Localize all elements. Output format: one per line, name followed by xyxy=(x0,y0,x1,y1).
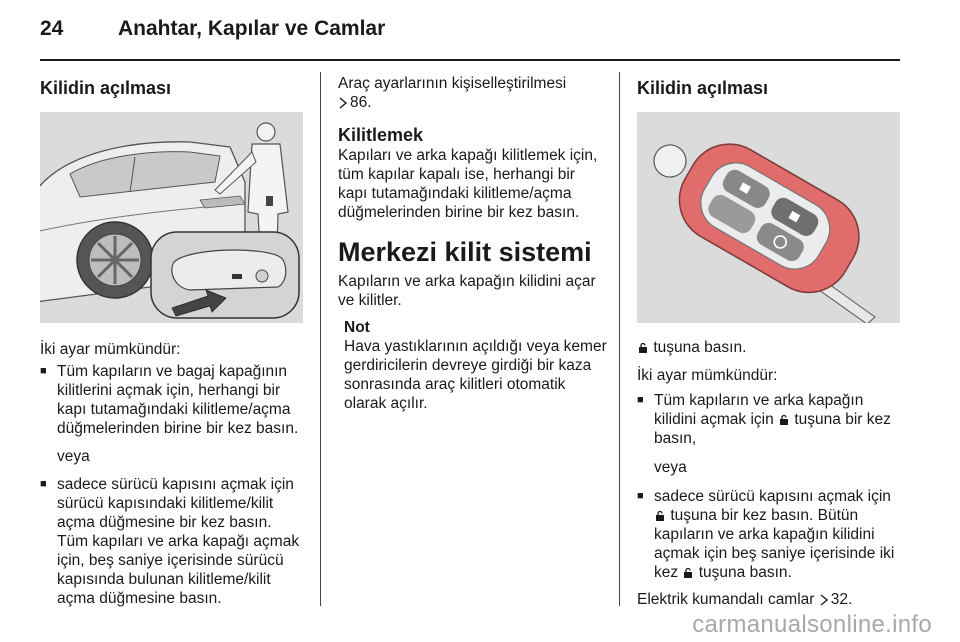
unlock-icon xyxy=(683,568,693,578)
note-block xyxy=(338,318,608,413)
section-heading-unlock-remote: Kilidin açılması xyxy=(637,78,769,98)
unlock-icon xyxy=(779,415,789,425)
note-label: Not xyxy=(344,319,370,336)
section-heading-central-locking: Merkezi kilit sistemi xyxy=(338,237,592,267)
bullet-text: sadece sürücü kapısını açmak için sürücü kapısındaki kilitleme/kilit açma düğmesine bir kez basın. Tüm kapıları ve arka kapağı açmak için, beş saniye içerisinde sürücü kapısında bulunan kilitleme/kilit açma düğmesine basın. xyxy=(57,476,300,607)
bullet-text-part: tuşuna bir kez basın. Bütün kapıların ve arka kapağın kilidini açmak için beş saniye içerisinde iki kez xyxy=(654,507,895,581)
power-windows-reference xyxy=(637,590,900,609)
lock-paragraph: Kapıları ve arka kapağı kilitlemek için, tüm kapılar kapalı ise, herhangi bir kapı tutamağındaki kilitleme/açma düğmelerinden birine bir kez basın. xyxy=(338,147,598,221)
continued-text: Araç ayarlarının kişiselleştirilmesi xyxy=(338,75,567,92)
or-text: veya xyxy=(654,459,687,476)
bullet-square-icon: ■ xyxy=(637,490,644,502)
reference-page: 32. xyxy=(830,591,853,608)
section-heading-lock: Kilitlemek xyxy=(338,125,424,145)
unlock-icon xyxy=(655,511,665,521)
bullet-item-all-doors-remote xyxy=(637,391,900,448)
power-windows-text: Elektrik kumandalı camlar xyxy=(637,591,815,608)
watermark: carmanualsonline.info xyxy=(692,611,932,638)
or-text: veya xyxy=(57,448,90,465)
key-fob-illustration-graphic xyxy=(637,112,900,323)
press-text: tuşuna basın. xyxy=(653,339,747,356)
bullet-text-part: sadece sürücü kapısını açmak için xyxy=(654,488,891,505)
key-fob-illustration xyxy=(637,112,900,323)
column-3 xyxy=(637,74,900,609)
bullet-text xyxy=(654,487,900,582)
bullet-square-icon: ■ xyxy=(637,394,644,406)
chapter-title: Anahtar, Kapılar ve Camlar xyxy=(118,17,386,40)
bullet-item-all-doors xyxy=(40,362,306,438)
bullet-item-driver-door-remote xyxy=(637,487,900,582)
reference-page: 86. xyxy=(350,94,372,111)
press-instruction xyxy=(637,338,900,357)
unlock-icon xyxy=(638,343,648,353)
bullet-square-icon: ■ xyxy=(40,365,47,377)
bullet-item-driver-door xyxy=(40,475,306,608)
bullet-text: Tüm kapıların ve bagaj kapağının kilitlerini açmak için, herhangi bir kapı tutamağındaki kilitleme/açma düğmelerinden birine bir kez basın. xyxy=(57,363,299,437)
continued-reference xyxy=(338,93,608,112)
car-door-illustration-graphic xyxy=(40,112,303,323)
note-text: Hava yastıklarının açıldığı veya kemer gerdiricilerin devreye girdiği bir kaza sonrasında araç kilitleri otomatik olarak açılır. xyxy=(344,338,607,412)
column-1 xyxy=(40,74,306,608)
bullet-text-part: tuşuna bir kez basın, xyxy=(654,411,891,447)
section-heading-unlock: Kilidin açılması xyxy=(40,78,172,98)
central-locking-paragraph: Kapıların ve arka kapağın kilidini açar ve kilitler. xyxy=(338,273,596,309)
column-divider-1 xyxy=(320,72,321,606)
page-header xyxy=(40,17,385,47)
settings-intro-remote: İki ayar mümkündür: xyxy=(637,367,778,384)
bullet-text xyxy=(654,391,900,448)
bullet-text-part: Tüm kapıların ve arka kapağın kilidini açmak için xyxy=(654,392,864,428)
column-2 xyxy=(338,74,608,413)
settings-intro: İki ayar mümkündür: xyxy=(40,341,181,358)
page-number: 24 xyxy=(40,17,64,40)
page-reference-icon xyxy=(819,594,829,606)
bullet-square-icon: ■ xyxy=(40,478,47,490)
header-divider xyxy=(40,59,900,61)
page-reference-icon xyxy=(338,97,348,109)
column-divider-2 xyxy=(619,72,620,606)
car-door-illustration xyxy=(40,112,303,323)
bullet-text-part: tuşuna basın. xyxy=(698,564,792,581)
